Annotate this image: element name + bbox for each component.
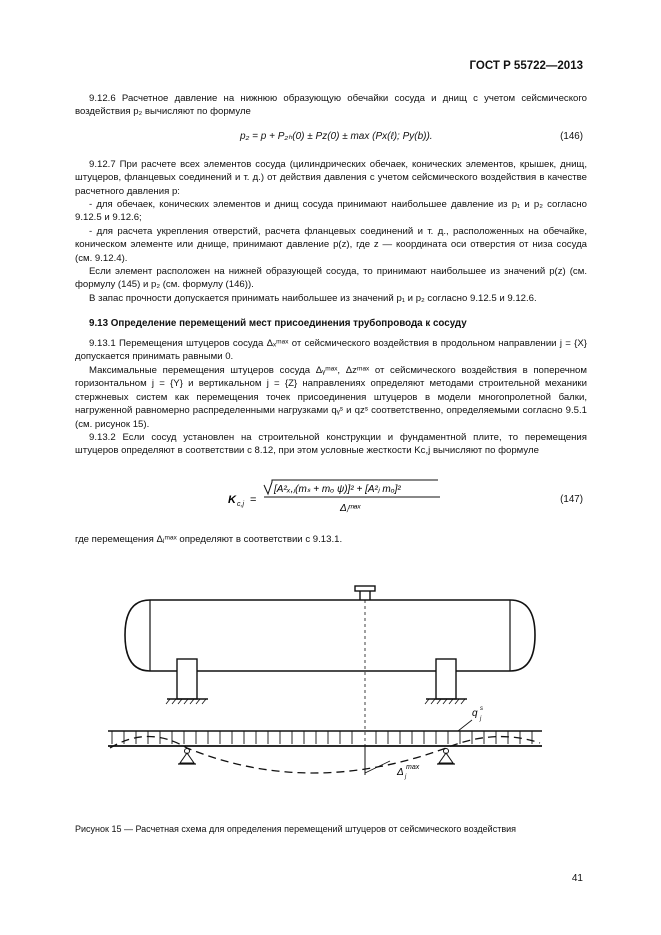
deflection-curve xyxy=(110,737,540,774)
paragraph-where: где перемещения Δⱼᵐᵃˣ определяют в соответствии с 9.13.1. xyxy=(75,534,343,545)
paragraph-bottom-element: Если элемент расположен на нижней образующей сосуда, то принимают наибольшее из значений p(z) (см. формулу (145) и p₂ (см. формулу (146)). xyxy=(75,266,587,291)
formula-147-number: (147) xyxy=(560,494,583,505)
formula-146: p₂ = p + P₂ₕ(0) ± Pz(0) ± max (Px(ℓ); Py(b)). xyxy=(240,131,433,142)
svg-text:[A²ₓ,ⱼ(mₛ + mₒ ψ)]² + [A²ⱼ mₒ]: [A²ₓ,ⱼ(mₛ + mₒ ψ)]² + [A²ⱼ mₒ]² xyxy=(274,484,401,495)
svg-text:Δⱼᵐᵃˣ: Δⱼᵐᵃˣ xyxy=(340,503,361,514)
svg-text:c,j: c,j xyxy=(237,501,244,508)
figure-caption: Рисунок 15 — Расчетная схема для определения перемещений штуцеров от сейсмического воздействия xyxy=(75,824,517,834)
list-item-shells: - для обечаек, конических элементов и днищ сосуда принимают наибольшее давление из p₁ и p₂ согласно 9.12.5 и 9.12.6; xyxy=(75,199,587,224)
list-item-openings: - для расчета укрепления отверстий, расчета фланцевых соединений и т. д., расположенных на обечайке, коническом элементе или днище, принимают давление p(z), где z — координата оси отверстия от низа сосуда (см. 9.12.4). xyxy=(75,226,587,264)
paragraph-strength-reserve: В запас прочности допускается принимать наибольшее из значений p₁ и p₂ согласно 9.12.5 и 9.12.6. xyxy=(89,293,537,304)
svg-text:j: j xyxy=(480,716,482,722)
beam-support-left xyxy=(178,749,196,765)
support-left xyxy=(177,659,197,699)
paragraph-9-13-1: 9.13.1 Перемещения штуцеров сосуда Δₓᵐᵃˣ от сейсмического воздействия в продольном направлении j = {X} допускается принимать равными 0. xyxy=(75,338,587,363)
svg-text:K: K xyxy=(228,494,236,506)
document-header: ГОСТ Р 55722—2013 xyxy=(469,60,583,72)
delta-label: Δ xyxy=(397,767,404,778)
paragraph-max-displacements: Максимальные перемещения штуцеров сосуда Δᵧᵐᵃˣ, Δzᵐᵃˣ от сейсмического воздействия в поперечном горизонтальном j = {Y} и вертикальном j = {Z} направлениях определяют методами строительной механики стержневых систем как перемещения точек присоединения штуцеров в модели многопролетной балки, нагруженной равномерно распределенными нагрузками qᵧˢ и qzˢ соответственно, определяемыми согласно 9.5.1 (см. рисунок 15). xyxy=(75,365,587,430)
paragraph-9-12-7: 9.12.7 При расчете всех элементов сосуда (цилиндрических обечаек, конических элементов, крышек, днищ, штуцеров, фланцевых соединений и т. д.) от действия давления с учетом сейсмического воздействия в качестве расчетного давления p: xyxy=(75,159,587,197)
paragraph-9-12-6: 9.12.6 Расчетное давление на нижнюю образующую обечайки сосуда и днищ с учетом сейсмического воздействия p₂ вычисляют по формуле xyxy=(75,93,587,118)
paragraph-9-13-2: 9.13.2 Если сосуд установлен на строительной конструкции и фундаментной плите, то перемещения штуцеров определяют в соответствии с 8.12, при этом условные жесткости Kc,j вычисляют по формуле xyxy=(75,432,587,457)
svg-text:s: s xyxy=(480,706,483,712)
section-9-13-title: 9.13 Определение перемещений мест присоединения трубопровода к сосуду xyxy=(89,318,467,329)
nozzle-flange xyxy=(355,586,375,591)
formula-146-number: (146) xyxy=(560,131,583,142)
svg-text:j: j xyxy=(405,774,407,780)
svg-text:max: max xyxy=(406,764,420,771)
support-right xyxy=(436,659,456,699)
q-label: q xyxy=(472,708,478,719)
formula-147 xyxy=(228,476,468,520)
svg-text:=: = xyxy=(250,494,257,506)
figure-15-diagram xyxy=(100,583,570,788)
page-number: 41 xyxy=(571,873,583,884)
